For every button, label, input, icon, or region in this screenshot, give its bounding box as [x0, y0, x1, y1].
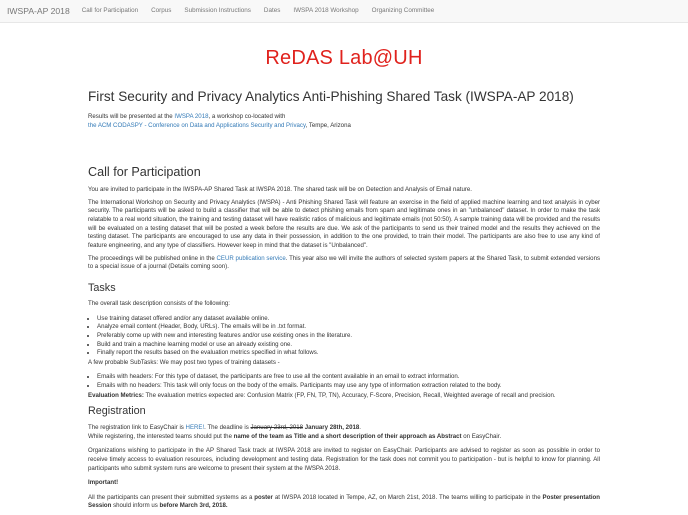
registration-heading: Registration	[88, 405, 146, 417]
call-for-participation-section	[88, 165, 600, 276]
subtasks-list	[97, 373, 600, 390]
top-navbar	[0, 0, 688, 23]
tasks-heading: Tasks	[88, 282, 116, 294]
cfp-p3-prefix: The proceedings will be published online in the	[88, 254, 217, 262]
important-label: Important!	[88, 479, 119, 487]
list-item: • Analyze email content (Header, Body, URLs). The emails will be in .txt format.	[97, 323, 600, 332]
reg-p4-b: poster	[254, 493, 273, 501]
navbar-brand[interactable]: IWSPA-AP 2018	[7, 5, 70, 16]
reg-p1-prefix: The registration link to EasyChair is	[88, 423, 186, 431]
important-notice	[88, 479, 600, 488]
nav-link-submission-instructions[interactable]: Submission Instructions	[184, 6, 251, 14]
list-item: • Emails with headers: For this type of dataset, the participants are free to use all the content available in an email to extract information.	[97, 373, 600, 382]
intro-text	[88, 113, 600, 130]
nav-link-iwspa-workshop[interactable]: IWSPA 2018 Workshop	[293, 6, 359, 14]
redas-lab-logo: ReDAS Lab@UH	[265, 47, 423, 69]
nav-link-call-for-participation[interactable]: Call for Participation	[81, 6, 139, 14]
reg-p1-end: .	[359, 423, 361, 431]
cfp-p3-suffix: . This year also we will invite the authors of selected system papers at the Shared Task, to submit extended versions to a special issue of a journal (Details coming soon).	[88, 254, 601, 271]
subtasks-intro: A few probable SubTasks: We may post two types of training datasets -	[88, 358, 280, 366]
cfp-paragraph-2: The International Workshop on Security and Privacy Analytics (IWSPA) - Anti Phishing Shared Task will feature an exercise in the field of applied machine learning and text analysis in cyber security. The participants will be asked to build a classifier that will be able to detect phishing emails from spam and legitimate ones in an "unbalanced" dataset. In order to make the task relatable to a real world situation, the training and testing dataset will have realistic ratios of malicious and legitimate emails (not 50:50). A sample training data will be provided and the results will be evaluated on a testing dataset that will be posted a week before the results are due. We ask of the participants to send us their trained model and the results they achieved on the testing dataset. The participants are encouraged to use any data in their possession, in addition to the one provided, to train their model. The participants are also free to use any kind of feature engineering, and any type of classifiers. However keep in mind that the dataset is "Unbalanced".	[88, 198, 600, 249]
intro-mid: , a workshop co-located with	[208, 113, 286, 121]
main-content	[88, 89, 600, 131]
list-item: • Use training dataset offered and/or any dataset available online.	[97, 315, 600, 324]
registration-paragraph-3: Organizations wishing to participate in the AP Shared Task track at IWSPA 2018 are invited to register on EasyChair. Participants are advised to register as soon as possible in order to receive timely access to evaluation resources, including development and testing data. Registration for the task does not commit you to participation - but is helpful to know for planning. All participants who submit system runs are welcome to present their system at the IWSPA 2018.	[88, 447, 600, 472]
reg-p4-e: should inform us	[111, 502, 160, 510]
reg-p4-d: Poster presentation Session	[88, 493, 600, 510]
page-title: First Security and Privacy Analytics Anti-Phishing Shared Task (IWSPA-AP 2018)	[88, 89, 574, 104]
tasks-section	[88, 282, 600, 404]
registration-section	[88, 405, 600, 515]
intro-prefix: Results will be presented at the	[88, 113, 175, 121]
cfp-paragraph-1: You are invited to participate in the IWSPA-AP Shared Task at IWSPA 2018. The shared task will be on Detection and Analysis of Email nature.	[88, 186, 473, 194]
list-item: • Build and train a machine learning model or use an already existing one.	[97, 341, 600, 350]
old-deadline: January 23rd, 2018	[250, 423, 303, 431]
new-deadline: January 28th, 2018	[303, 423, 360, 431]
list-item: • Preferably come up with new and interesting features and/or use existing ones in the literature.	[97, 332, 600, 341]
eval-text: The evaluation metrics expected are: Confusion Matrix (FP, FN, TP, TN), Accuracy, F-Score, Precision, Recall, Weighted average of recall and precision.	[143, 391, 556, 399]
cfp-heading: Call for Participation	[88, 165, 201, 179]
registration-paragraph-2	[88, 433, 600, 442]
registration-paragraph-1	[88, 424, 600, 433]
reg-p4-c: at IWSPA 2018 located in Tempe, AZ, on March 21st, 2018. The teams willing to participate in the	[272, 493, 543, 501]
reg-p4-f: before March 3rd, 2018.	[159, 502, 228, 510]
list-item: • Finally report the results based on the evaluation metrics specified in what follows.	[97, 349, 600, 358]
intro-suffix: , Tempe, Arizona	[305, 121, 351, 129]
registration-paragraph-4	[88, 494, 600, 511]
ceur-link[interactable]: CEUR publication service	[216, 254, 286, 262]
reg-p2-suffix: on EasyChair.	[461, 432, 502, 440]
reg-p2-bold: name of the team as Title and a short description of their approach as Abstract	[233, 432, 462, 440]
reg-p4-a: All the participants can present their submitted systems as a	[88, 493, 255, 501]
list-item: • Emails with no headers: This task will only focus on the body of the emails. Participants may use any type of information extraction related to the body.	[97, 382, 600, 391]
iwspa-link[interactable]: IWSPA 2018	[174, 113, 209, 121]
tasks-intro: The overall task description consists of the following:	[88, 299, 230, 307]
eval-label: Evaluation Metrics:	[88, 391, 144, 399]
nav-link-corpus[interactable]: Corpus	[151, 6, 172, 14]
easychair-here-link[interactable]: HERE!	[185, 423, 205, 431]
cfp-paragraph-3	[88, 255, 600, 272]
reg-p1-mid: . The deadline is	[204, 423, 251, 431]
nav-link-dates[interactable]: Dates	[263, 6, 281, 14]
evaluation-metrics	[88, 392, 600, 401]
codaspy-link[interactable]: the ACM CODASPY - Conference on Data and Applications Security and Privacy	[88, 121, 306, 129]
tasks-list	[97, 315, 600, 358]
nav-link-organizing-committee[interactable]: Organizing Committee	[371, 6, 435, 14]
reg-p2-prefix: While registering, the interested teams should put the	[88, 432, 234, 440]
